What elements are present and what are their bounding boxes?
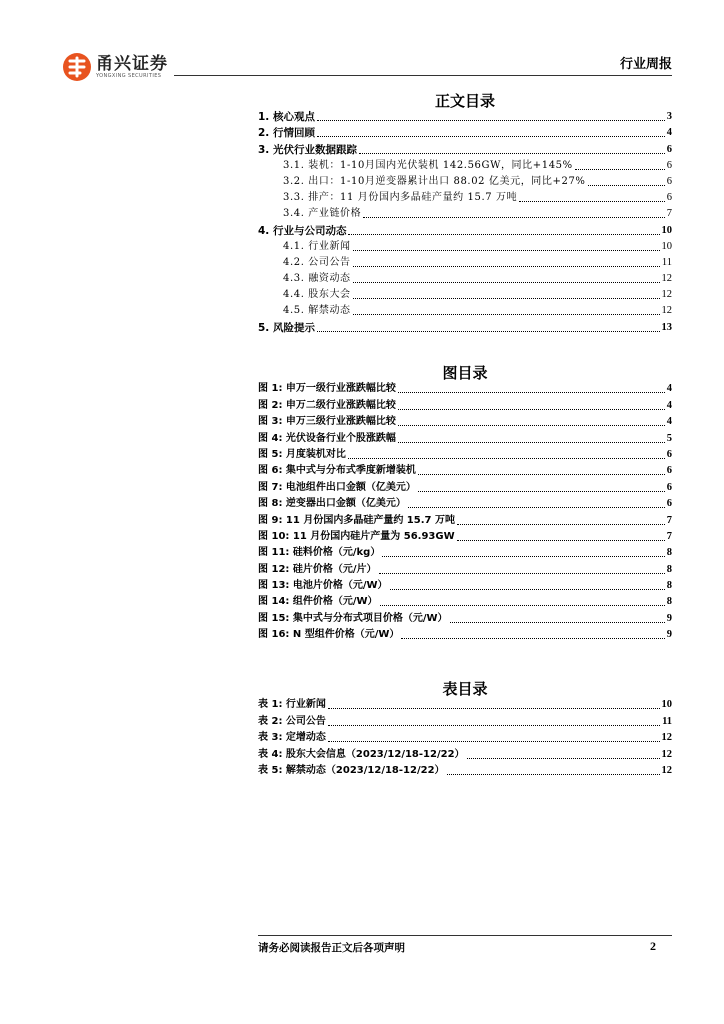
figure-entry[interactable] (258, 577, 672, 593)
page-header (0, 0, 724, 80)
toc-entry-label: 3.4. 产业链价格 (283, 208, 362, 220)
table-entry-label: 表 4: 股东大会信息（2023/12/18-12/22） (258, 748, 465, 760)
figure-entry[interactable] (258, 544, 672, 560)
dot-leader (353, 266, 660, 267)
tables-title: 表目录 (442, 680, 488, 698)
brand-name-cn: 甬兴证券 (96, 53, 168, 74)
table-entry-page: 12 (661, 748, 672, 760)
table-entry[interactable] (258, 712, 672, 728)
figure-entry-label: 图 1: 申万一级行业涨跌幅比较 (258, 383, 396, 395)
dot-leader (450, 622, 665, 623)
dot-leader (359, 153, 665, 154)
report-type: 行业周报 (619, 57, 672, 72)
dot-leader (328, 725, 660, 726)
toc-entry[interactable] (258, 286, 672, 302)
toc-entry[interactable] (258, 205, 672, 221)
toc-entry-page: 4 (666, 127, 672, 139)
dot-leader (398, 442, 665, 443)
toc-entry-page: 6 (666, 159, 672, 171)
figure-entry-page: 4 (666, 399, 672, 411)
table-entry[interactable] (258, 745, 672, 761)
figure-entry[interactable] (258, 396, 672, 412)
table-entry-page: 10 (661, 699, 672, 711)
figure-entry[interactable] (258, 495, 672, 511)
toc-entry-page: 6 (666, 175, 672, 187)
dot-leader (379, 573, 665, 574)
dot-leader (418, 474, 665, 475)
dot-leader (588, 185, 665, 186)
dot-leader (348, 458, 665, 459)
toc-entry-page: 11 (661, 256, 672, 268)
toc-entry[interactable] (258, 108, 672, 124)
figure-entry-label: 图 3: 申万三级行业涨跌幅比较 (258, 416, 396, 428)
dot-leader (353, 314, 660, 315)
figures-list (258, 380, 672, 642)
toc-entry-label: 4.5. 解禁动态 (283, 305, 351, 317)
toc-entry[interactable] (258, 270, 672, 286)
table-entry[interactable] (258, 762, 672, 778)
figure-entry-label: 图 8: 逆变器出口金额（亿美元） (258, 498, 406, 510)
dot-leader (317, 136, 665, 137)
dot-leader (418, 491, 665, 492)
dot-leader (328, 741, 660, 742)
toc-entry[interactable] (258, 189, 672, 205)
toc-entry-page: 6 (666, 192, 672, 204)
toc-entry-page: 10 (661, 224, 672, 236)
toc-entry[interactable] (258, 318, 672, 334)
figure-entry-label: 图 7: 电池组件出口金额（亿美元） (258, 481, 416, 493)
table-entry-page: 11 (662, 715, 672, 727)
toc-entry[interactable] (258, 254, 672, 270)
toc-entry[interactable] (258, 173, 672, 189)
toc-entry-label: 5. 风险提示 (258, 321, 315, 334)
dot-leader (519, 201, 665, 202)
figure-entry-page: 7 (666, 530, 672, 542)
toc-entry-page: 12 (661, 305, 672, 317)
dot-leader (317, 120, 665, 121)
table-entry-page: 12 (661, 764, 672, 776)
toc-entry-page: 12 (661, 289, 672, 301)
figure-entry-page: 7 (666, 514, 672, 526)
toc-entry[interactable] (258, 302, 672, 318)
toc-entry-label: 4.2. 公司公告 (283, 256, 351, 268)
toc-entry[interactable] (258, 238, 672, 254)
figure-entry-label: 图 9: 11 月份国内多晶硅产量约 15.7 万吨 (258, 514, 455, 526)
figure-entry-page: 8 (666, 547, 672, 559)
figure-entry-page: 6 (666, 481, 672, 493)
brand-name-en: YONGXING SECURITIES (96, 72, 162, 79)
toc-entry[interactable] (258, 157, 672, 173)
figure-entry[interactable] (258, 413, 672, 429)
toc-entry-page: 13 (661, 321, 672, 333)
table-entry[interactable] (258, 729, 672, 745)
figure-entry-label: 图 6: 集中式与分布式季度新增装机 (258, 465, 416, 477)
dot-leader (575, 169, 665, 170)
figure-entry-label: 图 2: 申万二级行业涨跌幅比较 (258, 399, 396, 411)
toc-entry-label: 4.3. 融资动态 (283, 273, 351, 285)
toc-entry[interactable] (258, 221, 672, 237)
figure-entry-label: 图 15: 集中式与分布式项目价格（元/W） (258, 612, 448, 624)
toc-entry-page: 7 (666, 208, 672, 220)
figure-entry-page: 4 (666, 416, 672, 428)
figure-entry-label: 图 10: 11 月份国内硅片产量为 56.93GW (258, 530, 455, 542)
toc-entry-label: 4.1. 行业新闻 (283, 240, 351, 252)
toc-entry-page: 10 (661, 240, 672, 252)
toc-entry-label: 2. 行情回顾 (258, 127, 315, 140)
figure-entry-page: 8 (666, 580, 672, 592)
toc-list (258, 108, 672, 335)
dot-leader (390, 589, 665, 590)
header-divider (174, 75, 672, 76)
tables-list (258, 696, 672, 778)
toc-entry[interactable] (258, 124, 672, 140)
figure-entry-page: 6 (666, 448, 672, 460)
dot-leader (353, 250, 660, 251)
figure-entry-label: 图 16: N 型组件价格（元/W） (258, 629, 400, 641)
figure-entry[interactable] (258, 429, 672, 445)
figure-entry[interactable] (258, 511, 672, 527)
figure-entry[interactable] (258, 626, 672, 642)
toc-entry-page: 12 (661, 273, 672, 285)
page-number: 2 (650, 939, 656, 953)
figure-entry[interactable] (258, 528, 672, 544)
figure-entry-label: 图 14: 组件价格（元/W） (258, 596, 378, 608)
figure-entry-page: 9 (666, 629, 672, 641)
figure-entry[interactable] (258, 609, 672, 625)
table-entry-label: 表 3: 定增动态 (258, 732, 326, 744)
dot-leader (317, 331, 660, 332)
figure-entry-page: 4 (666, 383, 672, 395)
figure-entry-label: 图 13: 电池片价格（元/W） (258, 580, 388, 592)
dot-leader (363, 217, 664, 218)
footer-disclaimer: 请务必阅读报告正文后各项声明 (258, 942, 405, 954)
brand-logo-icon (62, 52, 92, 82)
figure-entry-label: 图 4: 光伏设备行业个股涨跌幅 (258, 432, 396, 444)
figure-entry-page: 6 (666, 498, 672, 510)
toc-title: 正文目录 (434, 92, 495, 110)
toc-entry-label: 4.4. 股东大会 (283, 289, 351, 301)
toc-entry-page: 3 (666, 111, 672, 123)
toc-entry-label: 3.3. 排产：11 月份国内多晶硅产量约 15.7 万吨 (283, 192, 518, 204)
dot-leader (353, 282, 660, 283)
figure-entry[interactable] (258, 446, 672, 462)
dot-leader (353, 298, 660, 299)
toc-entry-label: 3. 光伏行业数据跟踪 (258, 143, 357, 156)
dot-leader (382, 556, 664, 557)
figures-title: 图目录 (442, 364, 488, 382)
dot-leader (457, 524, 665, 525)
table-entry-page: 12 (661, 732, 672, 744)
table-entry-label: 表 2: 公司公告 (258, 715, 326, 727)
dot-leader (408, 507, 665, 508)
table-entry[interactable] (258, 696, 672, 712)
figure-entry-label: 图 12: 硅片价格（元/片） (258, 563, 377, 575)
dot-leader (398, 425, 665, 426)
toc-entry[interactable] (258, 140, 672, 156)
figure-entry[interactable] (258, 462, 672, 478)
toc-entry-label: 1. 核心观点 (258, 111, 315, 124)
dot-leader (398, 392, 665, 393)
figure-entry-page: 9 (666, 612, 672, 624)
figure-entry-page: 6 (666, 465, 672, 477)
footer-divider (258, 935, 672, 936)
toc-entry-label: 4. 行业与公司动态 (258, 224, 347, 237)
toc-entry-label: 3.2. 出口：1-10月逆变器累计出口 88.02 亿美元，同比+27% (283, 175, 586, 187)
dot-leader (398, 409, 665, 410)
figure-entry-label: 图 5: 月度装机对比 (258, 448, 346, 460)
dot-leader (457, 540, 665, 541)
table-entry-label: 表 5: 解禁动态（2023/12/18-12/22） (258, 764, 445, 776)
dot-leader (447, 774, 660, 775)
toc-entry-page: 6 (666, 143, 672, 155)
figure-entry[interactable] (258, 560, 672, 576)
dot-leader (328, 708, 660, 709)
figure-entry-page: 8 (666, 563, 672, 575)
brand-logo (62, 50, 168, 84)
dot-leader (467, 758, 660, 759)
table-entry-label: 表 1: 行业新闻 (258, 699, 326, 711)
figure-entry[interactable] (258, 380, 672, 396)
dot-leader (348, 234, 659, 235)
figure-entry-label: 图 11: 硅料价格（元/kg） (258, 547, 381, 559)
figure-entry-page: 5 (666, 432, 672, 444)
figure-entry-page: 8 (666, 596, 672, 608)
toc-entry-label: 3.1. 装机：1-10月国内光伏装机 142.56GW，同比+145% (283, 159, 573, 171)
dot-leader (401, 638, 664, 639)
figure-entry[interactable] (258, 593, 672, 609)
dot-leader (380, 605, 665, 606)
figure-entry[interactable] (258, 478, 672, 494)
